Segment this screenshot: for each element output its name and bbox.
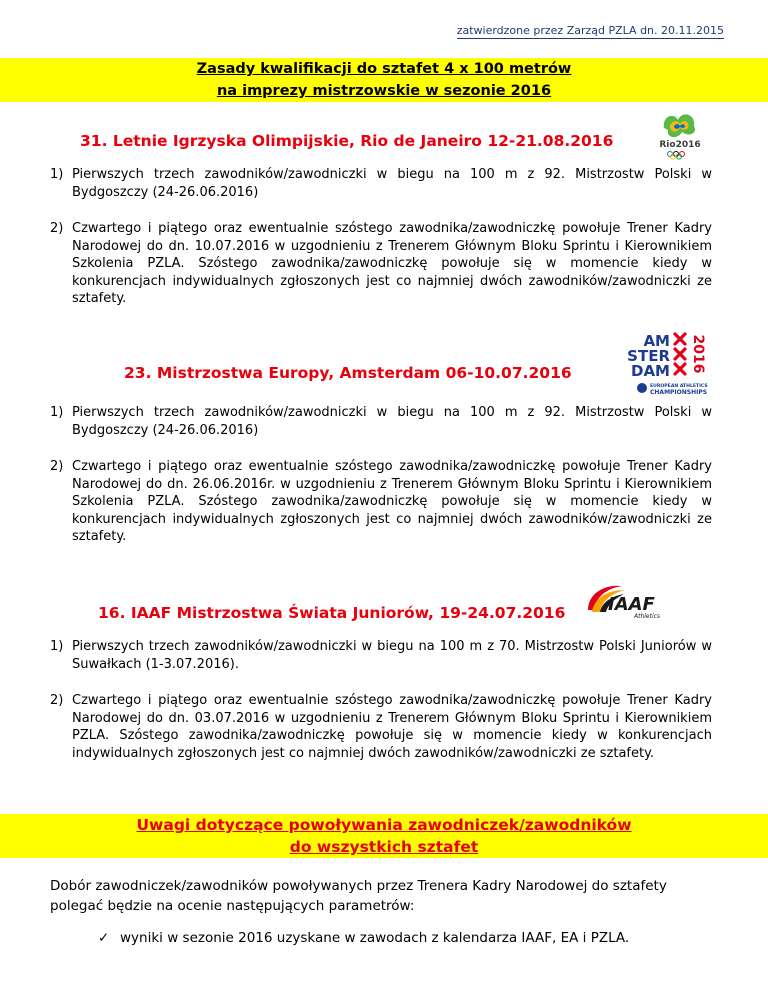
- item-text: Pierwszych trzech zawodników/zawodniczki w biegu na 100 m z 92. Mistrzostw Polski w Bydgoszczy (24-26.06.2016): [72, 167, 712, 200]
- list-item: [50, 638, 712, 673]
- item-text: Pierwszych trzech zawodników/zawodniczki w biegu na 100 m z 70. Mistrzostw Polski Juniorów w Suwałkach (1-3.07.2016).: [72, 639, 712, 672]
- logo-line-2: STER: [627, 347, 670, 365]
- rio-logo-text: Rio2016: [659, 140, 701, 150]
- criteria-list-item: [98, 928, 629, 948]
- amsterdam2016-logo: [624, 330, 716, 400]
- item-text: Czwartego i piątego oraz ewentualnie szóstego zawodnika/zawodniczkę powołuje Trener Kadry Narodowej do dn. 10.07.2016 w uzgodnieniu z Trenerem Głównym Bloku Sprintu i Kierownikiem Szkolenia PZLA. Szóstego zawodnika/zawodniczkę powołuje się w momencie kiedy w konkurencjach indywidualnych zgłoszonych jest co najmniej dwóch zawodników/zawodniczki ze sztafety.: [72, 221, 712, 306]
- document-title: [0, 58, 768, 102]
- item-text: Czwartego i piątego oraz ewentualnie szóstego zawodnika/zawodniczkę powołuje Trener Kadry Narodowej do dn. 03.07.2016 w uzgodnieniu z Trenerem Głównym Bloku Sprintu i Kierownikiem PZLA. Szóstego zawodnika/zawodniczkę powołuje się w momencie kiedy w konkurencjach indywidualnych zgłoszonych jest co najmniej dwóch zawodników/zawodniczki ze sztafety.: [72, 693, 712, 761]
- rio2016-logo: [652, 106, 708, 160]
- notes-title: [0, 814, 768, 858]
- notes-title-line-2: do wszystkich sztafet: [289, 838, 479, 856]
- item-text: Czwartego i piątego oraz ewentualnie szóstego zawodnika/zawodniczkę powołuje Trener Kadry Narodowej do dn. 26.06.2016r. w uzgodnieniu z Trenerem Głównym Bloku Sprintu i Kierownikiem Szkolenia PZLA. Szóstego zawodnika/zawodniczkę powołuje się w momencie kiedy w konkurencjach indywidualnych zgłoszonych jest co najmniej dwóch zawodników/zawodniczki ze sztafety.: [72, 459, 712, 544]
- notes-title-line-1: Uwagi dotyczące powoływania zawodniczek/zawodników: [136, 816, 632, 834]
- item-number: 1): [50, 405, 64, 420]
- logo-caption-2: CHAMPIONSHIPS: [650, 389, 708, 396]
- section-heading-europe: 23. Mistrzostwa Europy, Amsterdam 06-10.07.2016: [124, 364, 572, 382]
- list-item: [50, 404, 712, 439]
- iaaf-logo: [582, 580, 674, 622]
- logo-year: 2016: [690, 334, 706, 374]
- title-line-2: na imprezy mistrzowskie w sezonie 2016: [216, 83, 552, 99]
- list-item: [50, 166, 712, 201]
- notes-intro: Dobór zawodniczek/zawodników powoływanych przez Trenera Kadry Narodowej do sztafety polegać będzie na ocenie następujących parametrów:: [50, 878, 667, 914]
- item-text: Pierwszych trzech zawodników/zawodniczki w biegu na 100 m z 92. Mistrzostw Polski w Bydgoszczy (24-26.06.2016): [72, 405, 712, 438]
- checkmark-icon: ✓: [98, 930, 110, 946]
- logo-line-3: DAM: [631, 362, 670, 380]
- list-item: [50, 692, 712, 762]
- iaaf-logo-text: IAAF: [608, 594, 655, 615]
- item-number: 1): [50, 639, 64, 654]
- item-number: 1): [50, 167, 64, 182]
- iaaf-logo-sub: Athletics: [634, 613, 661, 620]
- section-heading-world-juniors: 16. IAAF Mistrzostwa Świata Juniorów, 19-24.07.2016: [98, 604, 566, 622]
- section-heading-olympics: 31. Letnie Igrzyska Olimpijskie, Rio de Janeiro 12-21.08.2016: [80, 132, 614, 150]
- item-number: 2): [50, 221, 64, 236]
- logo-line-1: AM: [643, 332, 670, 350]
- criteria-text: wyniki w sezonie 2016 uzyskane w zawodach z kalendarza IAAF, EA i PZLA.: [120, 930, 630, 946]
- item-number: 2): [50, 693, 64, 708]
- approval-note: zatwierdzone przez Zarząd PZLA dn. 20.11.2015: [456, 24, 724, 37]
- item-number: 2): [50, 459, 64, 474]
- list-item: [50, 220, 712, 308]
- logo-caption-1: EUROPEAN ATHLETICS: [650, 384, 708, 389]
- list-item: [50, 458, 712, 546]
- title-line-1: Zasady kwalifikacji do sztafet 4 x 100 metrów: [196, 61, 572, 77]
